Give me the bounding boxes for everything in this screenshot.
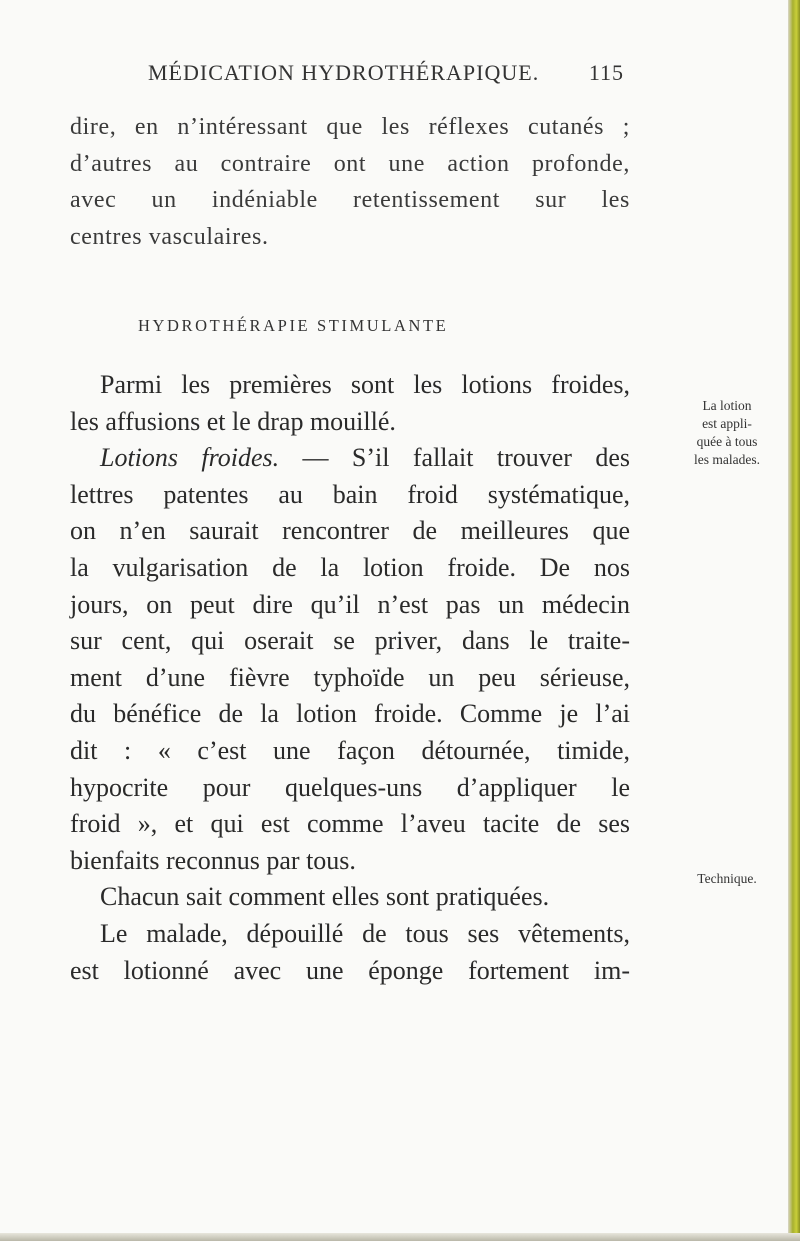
margin-note-lotion: [668, 397, 786, 469]
text-line: Parmi les premières sont les lotions froides,: [100, 370, 630, 399]
text-line: Chacun sait comment elles sont pratiquées.: [100, 882, 550, 912]
text-line-with-subheading: [70, 440, 630, 477]
text-line: du bénéfice de la lotion froide. Comme je l’ai: [70, 699, 630, 729]
margin-note-line: La lotion: [702, 398, 752, 413]
text-line: lettres patentes au bain froid systématique,: [70, 479, 630, 509]
text-line: bienfaits reconnus par tous.: [70, 845, 356, 875]
page-number: 115: [588, 60, 624, 85]
text-line: centres vasculaires.: [70, 223, 269, 250]
page-bottom-edge: [0, 1233, 800, 1241]
text-line: dit : « c’est une façon détournée, timide,: [70, 735, 630, 765]
text-line: d’autres au contraire ont une action profonde,: [70, 150, 630, 177]
text-line: froid », et qui est comme l’aveu tacite de ses: [70, 809, 630, 839]
text-line: est lotionné avec une éponge fortement im-: [70, 955, 630, 985]
text-fragment: — S’il fallait trouver des: [279, 443, 630, 473]
text-line: jours, on peut dire qu’il n’est pas un médecin: [70, 589, 630, 619]
margin-note-line: quée à tous: [696, 434, 758, 449]
text-line: Le malade, dépouillé de tous ses vêtements,: [100, 918, 630, 948]
section-heading: HYDROTHÉRAPIE STIMULANTE: [138, 316, 449, 335]
text-line: hypocrite pour quelques-uns d’appliquer le: [70, 772, 630, 802]
margin-note-technique: Technique.: [697, 871, 757, 886]
intro-paragraph: [70, 109, 630, 255]
running-title: MÉDICATION HYDROTHÉRAPIQUE.: [148, 60, 540, 85]
main-text: [70, 367, 630, 989]
subheading-lotions-froides: Lotions froides.: [100, 443, 280, 473]
margin-note-line: est appli-: [702, 416, 752, 431]
text-line: sur cent, qui oserait se priver, dans le traite-: [70, 626, 630, 656]
text-line: la vulgarisation de la lotion froide. De nos: [70, 552, 630, 582]
text-line: avec un indéniable retentissement sur les: [70, 187, 630, 214]
text-line: on n’en saurait rencontrer de meilleures que: [70, 516, 630, 546]
text-line: ment d’une fièvre typhoïde un peu sérieuse,: [70, 662, 630, 692]
page-edge: [788, 0, 800, 1241]
running-header: [148, 60, 624, 86]
margin-note-line: les malades.: [694, 452, 760, 467]
text-line: dire, en n’intéressant que les réflexes cutanés ;: [70, 114, 630, 140]
text-line: les affusions et le drap mouillé.: [70, 406, 396, 436]
